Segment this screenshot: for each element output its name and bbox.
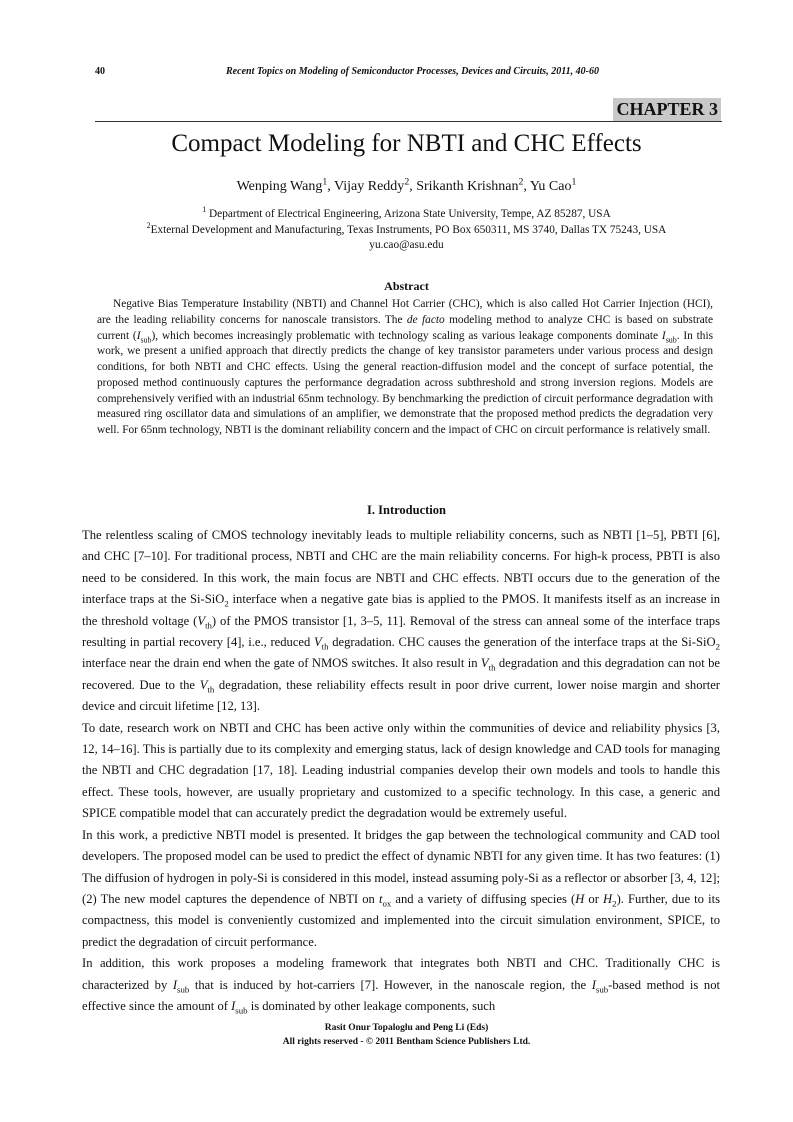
paper-title: Compact Modeling for NBTI and CHC Effects [171,130,642,157]
introduction-body [82,525,720,1017]
page-number: 40 [95,66,105,77]
abstract-text: Negative Bias Temperature Instability (NBTI) and Channel Hot Carrier (CHC), which is also called Hot Carrier Injection (HCI), are the leading reliability concerns for nanoscale transistors. The de facto modeling method to analyze CHC is based on substrate current $(I_{sub})$, which becomes increasingly problematic with technology scaling as various leakage components dominate $I_{sub}$. In this work, we present a unified approach that directly predicts the change of key transistor parameters under various process and design conditions, for both NBTI and CHC effects. Using the general reaction-diffusion model and the concept of surface potential, the proposed method continuously captures the performance degradation across subthreshold and strong inversion regions. Models are comprehensively verified with an industrial 65nm technology. By benchmarking the prediction of circuit performance degradation with measured ring oscillator data and simulations of an amplifier, we demonstrate that the proposed method predicts the degradation very well. For 65nm technology, NBTI is the dominant reliability concern and the impact of CHC on circuit performance is relatively small. [97,298,714,436]
paragraph: In addition, this work proposes a modeling framework that integrates both NBTI and CHC. Traditionally CHC is characterized by $I_{sub}$ that is induced by hot-carriers [7]. However, in the nanoscale region, the $I_{sub}$-based method is not effective since the amount of $I_{sub}$ is dominated by other leakage components, such [82,956,720,1016]
page-footer [0,1021,793,1049]
chapter-label: CHAPTER 3 [613,98,721,121]
paragraph: The relentless scaling of CMOS technology inevitably leads to multiple reliability concerns, such as NBTI [1–5], PBTI [6], and CHC [7–10]. For traditional process, NBTI and CHC are the main reliability concerns. For high-k process, PBTI is also need to be considered. In this work, the main focus are NBTI and CHC effects. NBTI occurs due to the generation of the interface traps at the Si-SiO$_2$ interface when a negative gate bias is applied to the PMOS. It manifests itself as an increase in the threshold voltage $(V_{th})$ of the PMOS transistor [1, 3–5, 11]. Removal of the stress can anneal some of the interface traps resulting in partial recovery [4], i.e., reduced $V_{th}$ degradation. CHC causes the generation of the interface traps at the Si-SiO$_2$ interface near the drain end when the gate of NMOS switches. It also result in $V_{th}$ degradation and this degradation can not be recovered. Due to the $V_{th}$ degradation, these reliability effects result in poor drive current, lower noise margin and shorter device and circuit lifetime [12, 13]. [82,528,720,714]
contact-email: yu.cao@asu.edu [369,239,444,251]
section-heading-introduction: I. Introduction [367,503,446,517]
running-header [95,66,720,77]
header-rule [95,121,722,122]
paragraph: To date, research work on NBTI and CHC has been active only within the communities of device and reliability physics [3, 12, 14–16]. This is partially due to its complexity and emerging status, lack of design knowledge and CAD tools for managing the NBTI and CHC degradation [17, 18]. Leading industrial companies develop their own models and tools to handle this effect. These tools, however, are usually proprietary and customized to a specific technology. In this case, a generic and SPICE compatible model that can accurately predict the degradation would be extremely useful. [82,720,720,821]
affiliation-1: $^1$ Department of Electrical Engineering, Arizona State University, Tempe, AZ 85287, USA [202,205,611,220]
affiliations [0,207,793,254]
author-list: Wenping Wang$^1$, Vijay Reddy$^2$, Srikanth Krishnan$^2$, Yu Cao$^1$ [236,176,577,194]
journal-citation: Recent Topics on Modeling of Semiconductor Processes, Devices and Circuits, 2011, 40-60 [226,66,599,77]
abstract-heading: Abstract [384,279,429,293]
copyright: All rights reserved - © 2011 Bentham Science Publishers Ltd. [282,1037,531,1047]
affiliation-2: $^2$External Development and Manufacturing, Texas Instruments, PO Box 650311, MS 3740, Dallas TX 75243, USA [146,220,667,236]
editors: Rasit Onur Topaloglu and Peng Li (Eds) [324,1023,489,1033]
paragraph: In this work, a predictive NBTI model is presented. It bridges the gap between the technological community and CAD tool developers. The proposed model can be used to predict the effect of dynamic NBTI for any given time. It has two features: (1) The diffusion of hydrogen in poly-Si is considered in this model, instead assuming poly-Si as a reflector or absorber [3, 4, 12]; (2) The new model captures the dependence of NBTI on $t_{ox}$ and a variety of diffusing species (H or $H_2$). Further, due to its compactness, this model is conveniently customized and implemented into the circuit simulation environment, SPICE, to predict the degradation of circuit performance. [82,827,720,949]
